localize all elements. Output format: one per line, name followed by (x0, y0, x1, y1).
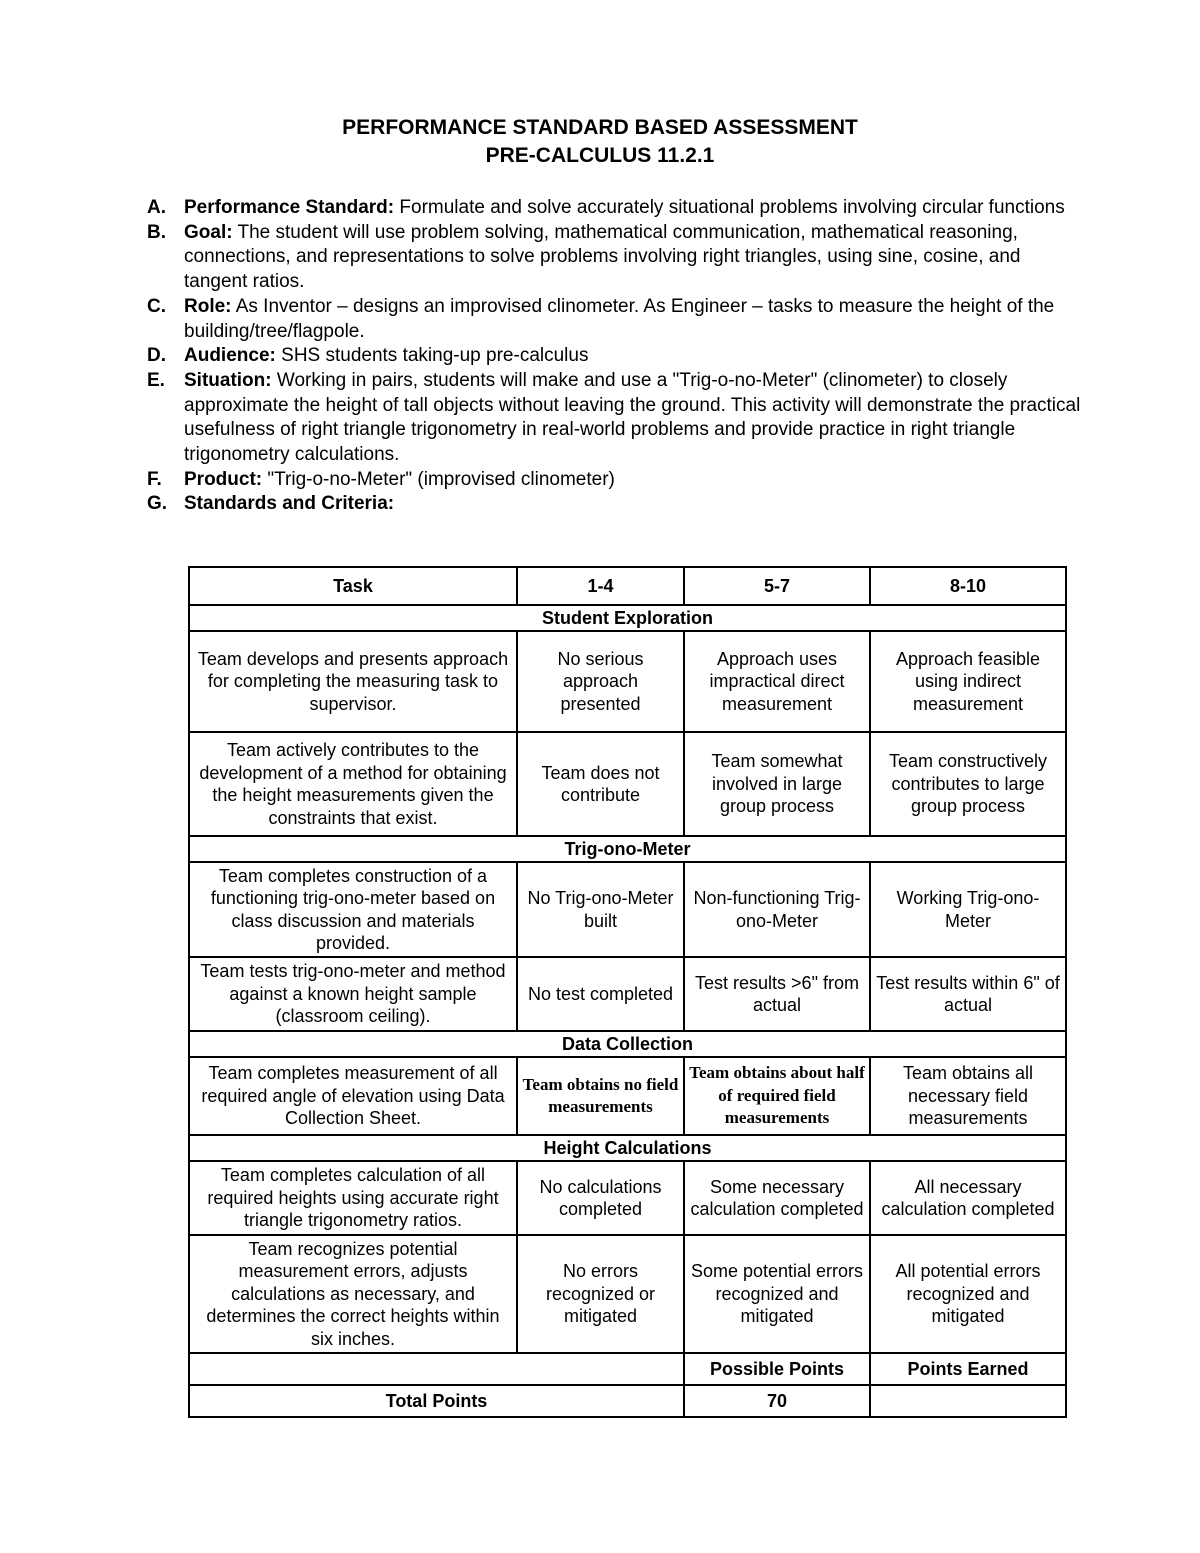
item-letter: A. (147, 197, 166, 218)
item-label: Audience: (184, 345, 276, 367)
score-cell: Team obtains no field measurements (517, 1057, 684, 1135)
total-points-label: Total Points (189, 1385, 684, 1417)
assessment-items-list (147, 196, 1082, 517)
score-cell: No test completed (517, 957, 684, 1031)
item-letter: G. (147, 493, 168, 515)
table-row (189, 957, 1066, 1031)
table-row (189, 1161, 1066, 1235)
list-item (147, 369, 1082, 468)
table-row (189, 732, 1066, 836)
section-row (189, 1135, 1066, 1161)
score-cell: Test results within 6" of actual (870, 957, 1066, 1031)
item-text: As Inventor – designs an improvised clinometer. As Engineer – tasks to measure the height of the building/tree/flagpole. (184, 295, 1055, 342)
item-letter: D. (147, 345, 166, 367)
task-cell: Team completes measurement of all required angle of elevation using Data Collection Sheet. (189, 1057, 517, 1135)
list-item (147, 344, 1082, 369)
item-text: SHS students taking-up pre-calculus (281, 345, 589, 367)
task-cell: Team completes construction of a functioning trig-ono-meter based on class discussion and materials provided. (189, 862, 517, 957)
task-cell: Team develops and presents approach for completing the measuring task to supervisor. (189, 631, 517, 732)
task-cell: Team recognizes potential measurement errors, adjusts calculations as necessary, and determines the correct heights within six inches. (189, 1235, 517, 1353)
total-points-value: 70 (684, 1385, 870, 1417)
section-student-exploration: Student Exploration (189, 605, 1066, 631)
score-cell: No Trig-ono-Meter built (517, 862, 684, 957)
task-cell: Team actively contributes to the development of a method for obtaining the height measurements given the constraints that exist. (189, 732, 517, 836)
score-cell: No serious approach presented (517, 631, 684, 732)
section-trig-ono-meter: Trig-ono-Meter (189, 836, 1066, 862)
section-row (189, 836, 1066, 862)
item-letter: C. (147, 295, 166, 317)
page-title: PERFORMANCE STANDARD BASED ASSESSMENT (342, 116, 858, 139)
score-cell: Team does not contribute (517, 732, 684, 836)
score-cell: No calculations completed (517, 1161, 684, 1235)
header-task: Task (189, 567, 517, 605)
list-item (147, 295, 1082, 344)
section-row (189, 605, 1066, 631)
section-data-collection: Data Collection (189, 1031, 1066, 1057)
table-row (189, 1235, 1066, 1353)
task-cell: Team tests trig-ono-meter and method against a known height sample (classroom ceiling). (189, 957, 517, 1031)
score-cell: Some potential errors recognized and mitigated (684, 1235, 870, 1353)
header-score-8-10: 8-10 (870, 567, 1066, 605)
page-subtitle: PRE-CALCULUS 11.2.1 (485, 144, 715, 167)
item-label: Role: (184, 295, 232, 317)
section-row (189, 1031, 1066, 1057)
table-header-row (189, 567, 1066, 605)
score-cell: All necessary calculation completed (870, 1161, 1066, 1235)
points-earned-value (870, 1385, 1066, 1417)
item-letter: B. (147, 221, 166, 243)
table-row (189, 862, 1066, 957)
section-height-calculations: Height Calculations (189, 1135, 1066, 1161)
header-score-1-4: 1-4 (517, 567, 684, 605)
points-header-row (189, 1353, 1066, 1385)
score-cell: Team obtains all necessary field measurements (870, 1057, 1066, 1135)
item-label: Standards and Criteria: (184, 493, 395, 515)
score-cell: Approach feasible using indirect measurement (870, 631, 1066, 732)
task-cell: Team completes calculation of all required heights using accurate right triangle trigonometry ratios. (189, 1161, 517, 1235)
list-item (147, 196, 1082, 221)
score-cell: Test results >6" from actual (684, 957, 870, 1031)
list-item (147, 492, 1082, 517)
item-label: Goal: (184, 221, 233, 243)
table-row (189, 1057, 1066, 1135)
item-label: Performance Standard: (184, 197, 395, 218)
item-letter: F. (147, 468, 162, 490)
score-cell: Working Trig-ono-Meter (870, 862, 1066, 957)
points-earned-label: Points Earned (870, 1353, 1066, 1385)
score-cell: No errors recognized or mitigated (517, 1235, 684, 1353)
list-item (147, 468, 1082, 493)
empty-cell (189, 1353, 684, 1385)
score-cell: Some necessary calculation completed (684, 1161, 870, 1235)
item-text: "Trig-o-no-Meter" (improvised clinometer) (267, 468, 615, 490)
item-text: The student will use problem solving, mathematical communication, mathematical reasoning, connections, and representations to solve problems involving right triangles, using sine, cosine, and tangent ratios. (184, 221, 1021, 293)
possible-points-label: Possible Points (684, 1353, 870, 1385)
item-letter: E. (147, 369, 165, 391)
total-points-row (189, 1385, 1066, 1417)
item-label: Product: (184, 468, 263, 490)
table-row (189, 631, 1066, 732)
score-cell: Team somewhat involved in large group process (684, 732, 870, 836)
header-score-5-7: 5-7 (684, 567, 870, 605)
score-cell: Non-functioning Trig-ono-Meter (684, 862, 870, 957)
item-label: Situation: (184, 369, 272, 391)
list-item (147, 221, 1082, 295)
score-cell: Team constructively contributes to large group process (870, 732, 1066, 836)
score-cell: Approach uses impractical direct measurement (684, 631, 870, 732)
item-text: Formulate and solve accurately situational problems involving circular functions (399, 197, 1065, 218)
rubric-table (188, 566, 1067, 1418)
score-cell: Team obtains about half of required field measurements (684, 1057, 870, 1135)
score-cell: All potential errors recognized and mitigated (870, 1235, 1066, 1353)
item-text: Working in pairs, students will make and use a "Trig-o-no-Meter" (clinometer) to closely approximate the height of tall objects without leaving the ground. This activity will demonstrate the practical usefulness of right triangle trigonometry in real-world problems and provide practice in right triangle trigonometry calculations. (184, 369, 1081, 466)
